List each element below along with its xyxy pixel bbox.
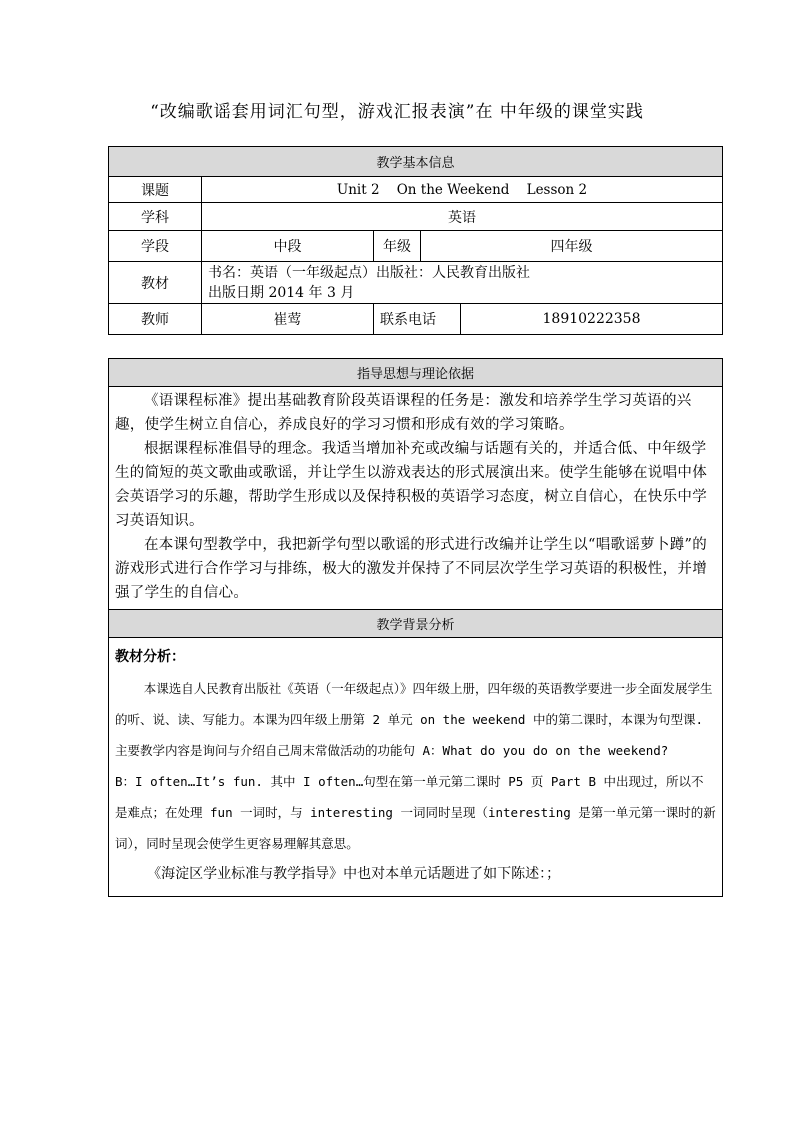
guidance-paragraph-2: 根据课程标准倡导的理念。我适当增加补充或改编与话题有关的，并适合低、中年级学生的简短的英文歌曲或歌谣，并让学生以游戏表达的形式展演出来。使学生能够在说唱中体会英语学习的乐趣，帮助学生形成以及保持积极的英语学习态度，树立自信心，在快乐中学习英语知识。 — [115, 441, 707, 529]
guidance-body — [109, 387, 723, 610]
textbook-label: 教材 — [109, 262, 202, 304]
background-paragraph-3: 《海淀区学业标准与教学指导》中也对本单元话题进了如下陈述：； — [147, 866, 561, 882]
phone-value: 18910222358 — [461, 304, 723, 335]
teacher-label: 教师 — [109, 304, 202, 335]
guidance-paragraph-1: 《语课程标准》提出基础教育阶段英语课程的任务是：激发和培养学生学习英语的兴趣，使学生树立自信心，养成良好的学习习惯和形成有效的学习策略。 — [115, 393, 692, 433]
page-title: “改编歌谣套用词汇句型，游戏汇报表演”在 中年级的课堂实践 — [150, 102, 644, 122]
guidance-paragraph-3: 在本课句型教学中，我把新学句型以歌谣的形式进行改编并让学生以“唱歌谣萝卜蹲”的游戏形式进行合作学习与排练，极大的激发并保持了不同层次学生学习英语的积极性，并增强了学生的自信心。 — [115, 537, 708, 601]
grade-value: 四年级 — [421, 231, 723, 262]
textbook-value — [202, 262, 723, 304]
basic-info-table — [108, 146, 723, 335]
textbook-analysis-title: 教材分析： — [115, 649, 185, 665]
guidance-header: 指导思想与理论依据 — [109, 359, 723, 387]
stage-label: 学段 — [109, 231, 202, 262]
textbook-line-1: 书名：英语（一年级起点）出版社：人民教育出版社 — [208, 264, 530, 281]
topic-label: 课题 — [109, 177, 202, 203]
stage-value: 中段 — [202, 231, 374, 262]
background-paragraph-2: B：I often…It’s fun. 其中 I often…句型在第一单元第二课时 P5 页 Part B 中出现过，所以不是难点；在处理 fun 一词时，与 interesting 一词同时呈现（interesting 是第一单元第一课时的新词），同时呈现会使学生更容易理解其意思。 — [115, 774, 716, 851]
background-header: 教学背景分析 — [109, 610, 723, 638]
teacher-value: 崔莺 — [202, 304, 374, 335]
basic-info-header: 教学基本信息 — [109, 147, 723, 177]
subject-label: 学科 — [109, 203, 202, 231]
background-paragraph-1: 本课选自人民教育出版社《英语（一年级起点）》四年级上册，四年级的英语教学要进一步全面发展学生的听、说、读、写能力。本课为四年级上册第 2 单元 on the weekend 中的第二课时，本课为句型课. 主要教学内容是询问与介绍自己周末常做活动的功能句 A：What do you do on the weekend? — [115, 681, 713, 758]
background-body — [109, 638, 723, 897]
textbook-line-2: 出版日期 2014 年 3 月 — [208, 284, 355, 301]
phone-label: 联系电话 — [374, 304, 461, 335]
subject-value: 英语 — [202, 203, 723, 231]
grade-label: 年级 — [374, 231, 421, 262]
topic-value: Unit 2 On the Weekend Lesson 2 — [202, 177, 723, 203]
content-table — [108, 358, 723, 897]
